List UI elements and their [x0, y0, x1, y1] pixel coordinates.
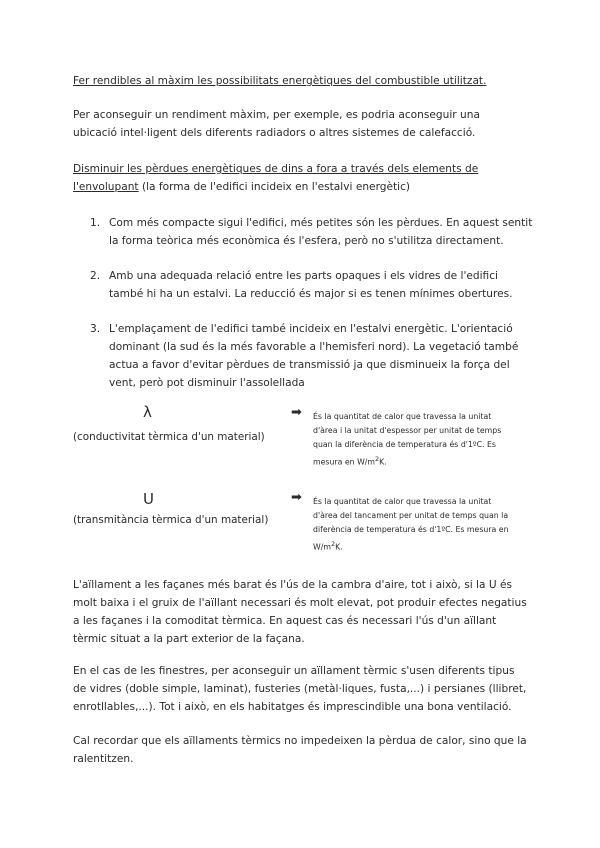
definition-description — [313, 495, 513, 555]
heading-note-text: (la forma de l'edifici incideix en l'estalvi energètic) — [138, 181, 411, 193]
list-item-text: Com més compacte sigui l'edifici, més petites són les pèrdues. En aquest sentit la forma teòrica més econòmica és l'esfera, però no s'utilitza directament. — [109, 217, 533, 247]
list-item-text: L'emplaçament de l'edifici també incideix en l'estalvi energètic. L'orientació dominant (la sud és la més favorable a l'hemisferi nord). La vegetació també actua a favor d'evitar pèrdues de transmissió ja que disminueix la força del vent, però pot disminuir l'assolellada — [109, 323, 519, 389]
superscript: 2 — [375, 455, 380, 463]
list-number: 3. — [90, 323, 101, 335]
paragraph-conclusio: Cal recordar que els aïllaments tèrmics no impedeixen la pèrdua de calor, sino que la ralentitzen. — [73, 735, 527, 765]
list-item — [73, 214, 533, 250]
right-arrow-icon: ➡ — [291, 490, 302, 505]
u-symbol: U — [143, 490, 154, 508]
definition-description — [313, 410, 513, 470]
description-text: És la quantitat de calor que travessa la unitat d'àrea i la unitat d'espessor per unitat de temps quan la diferència de temperatura és d'1ºC. Es mesura en W/m — [313, 412, 502, 467]
superscript: 2 — [330, 540, 336, 548]
description-text: És la quantitat de calor que travessa la unitat d'àrea del tancament per unitat de temps quan la diferència de temperatura és d'1ºC. Es mesura en W/m — [313, 497, 509, 552]
paragraph-rendiment: Per aconseguir un rendiment màxim, per exemple, es podria aconseguir una ubicació intel·ligent dels diferents radiadors o altres sistemes de calefacció. — [73, 109, 480, 139]
right-arrow-icon: ➡ — [291, 405, 302, 420]
list-number: 1. — [90, 217, 101, 229]
list-item — [73, 267, 533, 303]
section-heading-perdues — [73, 160, 503, 196]
numbered-list — [73, 214, 533, 392]
list-number: 2. — [90, 270, 101, 282]
description-unit-suffix: K. — [335, 542, 343, 552]
heading-underlined-text: Disminuir les pèrdues energètiques de dins a fora a través dels elements de l'envolupant — [73, 163, 479, 193]
list-item-text: Amb una adequada relació entre les parts opaques i els vidres de l'edifici també hi ha un estalvi. La reducció és major si es tenen mínimes obertures. — [109, 270, 513, 300]
description-unit-suffix: K. — [379, 457, 387, 467]
paragraph-facanes: L'aïllament a les façanes més barat és l'ús de la cambra d'aire, tot i això, si la U és molt baixa i el gruix de l'aïllant necessari és molt elevat, pot produir efectes negatius a les façanes i la comoditat tèrmica. En aquest cas és necessari l'ús d'un aïllant tèrmic situat a la part exterior de la façana. — [73, 579, 527, 645]
section-heading-combustible: Fer rendibles al màxim les possibilitats energètiques del combustible utilitzat. — [73, 75, 487, 87]
lambda-symbol: λ — [143, 403, 152, 421]
definition-term: (conductivitat tèrmica d'un material) — [73, 431, 265, 443]
definition-term: (transmitància tèrmica d'un material) — [73, 514, 269, 526]
list-item — [73, 320, 533, 392]
paragraph-finestres: En el cas de les finestres, per aconseguir un aïllament tèrmic s'usen diferents tipus de vidres (doble simple, laminat), fusteries (metàl·liques, fusta,...) i persianes (llibret, enrotllables,...). Tot i això, en els habitatges és imprescindible una bona ventilació. — [73, 665, 527, 713]
